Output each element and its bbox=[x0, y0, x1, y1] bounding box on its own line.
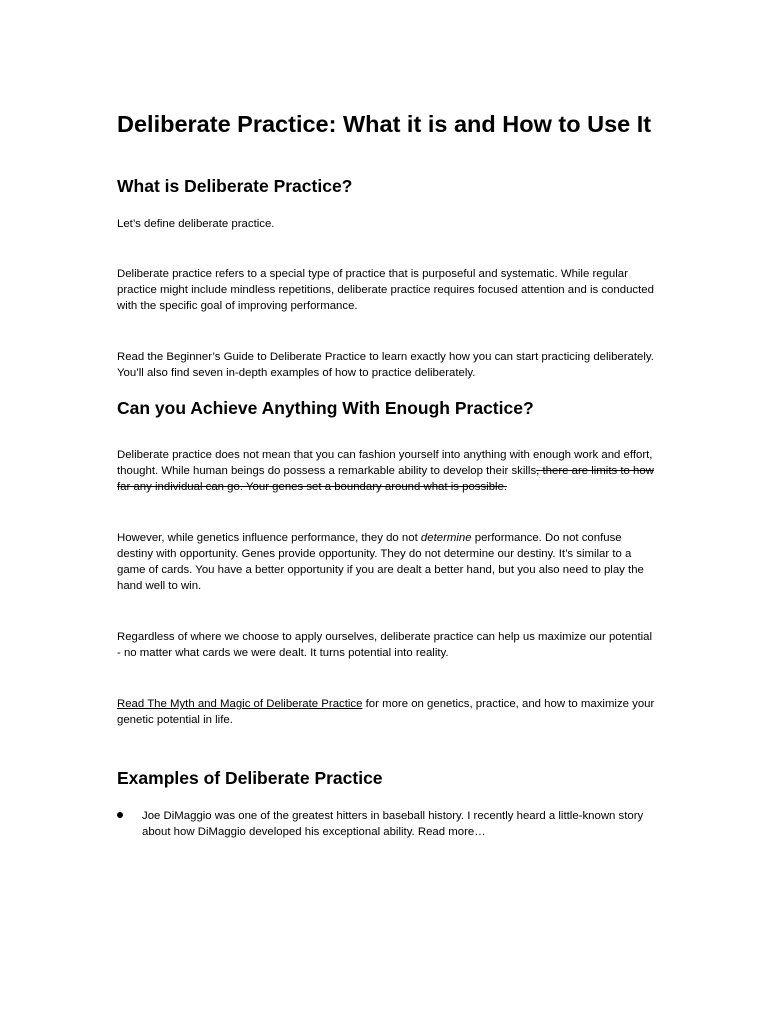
heading-achieve-anything: Can you Achieve Anything With Enough Practice? bbox=[117, 398, 534, 418]
paragraph bbox=[117, 447, 657, 495]
paragraph-text: However, while genetics influence performance, they do not bbox=[117, 532, 421, 544]
paragraph-text: for more on genetics, practice, and how to maximize your genetic potential in life. bbox=[117, 698, 655, 726]
myth-and-magic-link[interactable]: Read The Myth and Magic of Deliberate Practice bbox=[117, 698, 363, 710]
page-title: Deliberate Practice: What it is and How to Use It bbox=[117, 111, 652, 137]
paragraph: Let’s define deliberate practice. bbox=[117, 218, 275, 230]
bullet-icon bbox=[117, 812, 123, 818]
document-body bbox=[117, 108, 657, 840]
paragraph-text: performance. Do not confuse destiny with opportunity. Genes provide opportunity. They do not determine our destiny. It’s similar to a game of cards. You have a better opportunity if you are dealt a better hand, but you also need to play the hand well to win. bbox=[117, 532, 644, 592]
struck-text: , there are limits to how far any individual can go. Your genes set a boundary around what is possible. bbox=[117, 465, 654, 493]
paragraph-text: Deliberate practice does not mean that you can fashion yourself into anything with enough work and effort, thought. While human beings do possess a remarkable ability to develop their skills bbox=[117, 449, 653, 477]
paragraph: Regardless of where we choose to apply ourselves, deliberate practice can help us maximize our potential - no matter what cards we were dealt. It turns potential into reality. bbox=[117, 631, 653, 659]
list-item-text: Joe DiMaggio was one of the greatest hitters in baseball history. I recently heard a little-known story about how DiMaggio developed his exceptional ability. Read more… bbox=[142, 810, 644, 838]
paragraph: Read the Beginner’s Guide to Deliberate Practice to learn exactly how you can start practicing deliberately. You’ll also find seven in-depth examples of how to practice deliberately. bbox=[117, 351, 654, 379]
paragraph bbox=[117, 696, 657, 728]
heading-what-is: What is Deliberate Practice? bbox=[117, 176, 353, 196]
emphasis-text: determine bbox=[420, 532, 472, 544]
list-item bbox=[117, 808, 657, 840]
paragraph bbox=[117, 530, 657, 594]
paragraph: Deliberate practice refers to a special type of practice that is purposeful and systematic. While regular practice might include mindless repetitions, deliberate practice requires focused attention and is conducted with the specific goal of improving performance. bbox=[117, 268, 654, 312]
heading-examples: Examples of Deliberate Practice bbox=[117, 768, 383, 788]
